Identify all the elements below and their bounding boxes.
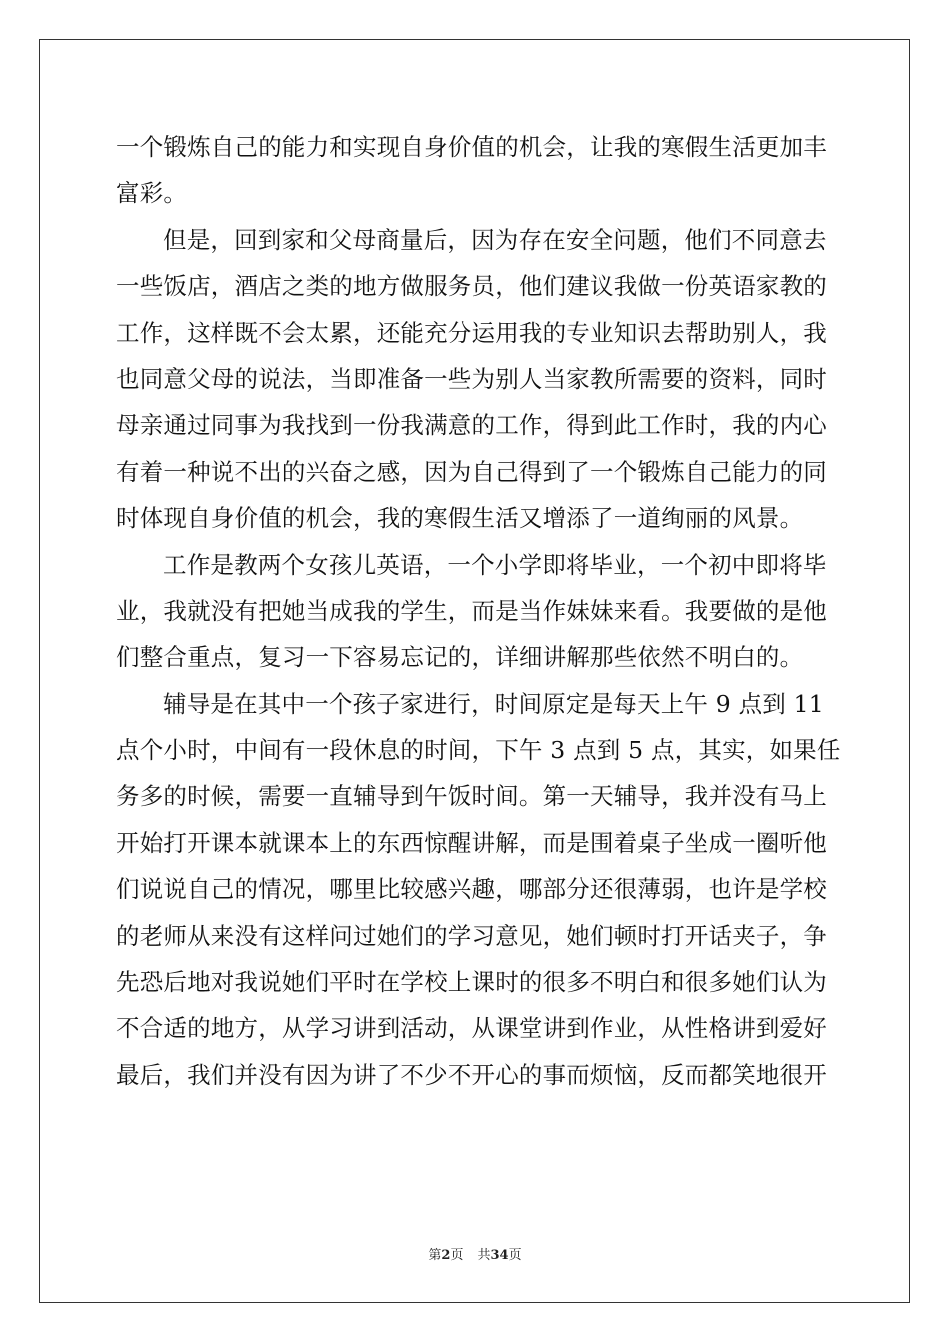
text-line: 也同意父母的说法，当即准备一些为别人当家教所需要的资料，同时 [116, 364, 827, 393]
text-line: 工作是教两个女孩儿英语，一个小学即将毕业，一个初中即将毕 [163, 550, 827, 579]
total-pages: 34 [490, 1248, 509, 1263]
page-number: 2 [441, 1248, 451, 1263]
text-line: 开始打开课本就课本上的东西惊醒讲解，而是围着桌子坐成一圈听他 [116, 828, 827, 857]
page-suffix: 页 [450, 1248, 464, 1263]
text-line: 不合适的地方，从学习讲到活动，从课堂讲到作业，从性格讲到爱好 [116, 1014, 827, 1043]
text-line: 时体现自身价值的机会，我的寒假生活又增添了一道绚丽的风景。 [116, 504, 804, 533]
text-line: 工作，这样既不会太累，还能充分运用我的专业知识去帮助别人，我 [116, 318, 827, 347]
text-line: 一些饭店，酒店之类的地方做服务员，他们建议我做一份英语家教的 [116, 272, 827, 301]
text-line: 先恐后地对我说她们平时在学校上课时的很多不明白和很多她们认为 [116, 968, 827, 997]
text-line: 有着一种说不出的兴奋之感，因为自己得到了一个锻炼自己能力的同 [116, 457, 827, 486]
text-line: 最后，我们并没有因为讲了不少不开心的事而烦恼，反而都笑地很开 [116, 1060, 827, 1089]
text-line: 业，我就没有把她当成我的学生，而是当作妹妹来看。我要做的是他 [116, 596, 827, 625]
total-prefix: 共 [477, 1248, 491, 1263]
text-line: 一个锻炼自己的能力和实现自身价值的机会，让我的寒假生活更加丰 [116, 133, 827, 161]
page-footer [0, 1246, 950, 1266]
document-body [116, 124, 841, 1098]
text-line: 们整合重点，复习一下容易忘记的，详细讲解那些依然不明白的。 [116, 643, 804, 672]
text-line: 富彩。 [116, 179, 188, 208]
text-line: 们说说自己的情况，哪里比较感兴趣，哪部分还很薄弱，也许是学校 [116, 875, 827, 904]
text-line: 辅导是在其中一个孩子家进行，时间原定是每天上午 9 点到 11 [163, 689, 824, 718]
text-line: 母亲通过同事为我找到一份我满意的工作，得到此工作时，我的内心 [116, 411, 827, 440]
text-line: 但是，回到家和父母商量后，因为存在安全问题，他们不同意去 [163, 225, 827, 254]
text-line: 的老师从来没有这样问过她们的学习意见，她们顿时打开话夹子，争 [116, 921, 827, 950]
text-line: 点个小时，中间有一段休息的时间，下午 3 点到 5 点，其实，如果任 [116, 736, 841, 765]
page-prefix: 第 [428, 1248, 442, 1263]
text-line: 务多的时候，需要一直辅导到午饭时间。第一天辅导，我并没有马上 [116, 782, 827, 811]
total-suffix: 页 [508, 1248, 522, 1263]
